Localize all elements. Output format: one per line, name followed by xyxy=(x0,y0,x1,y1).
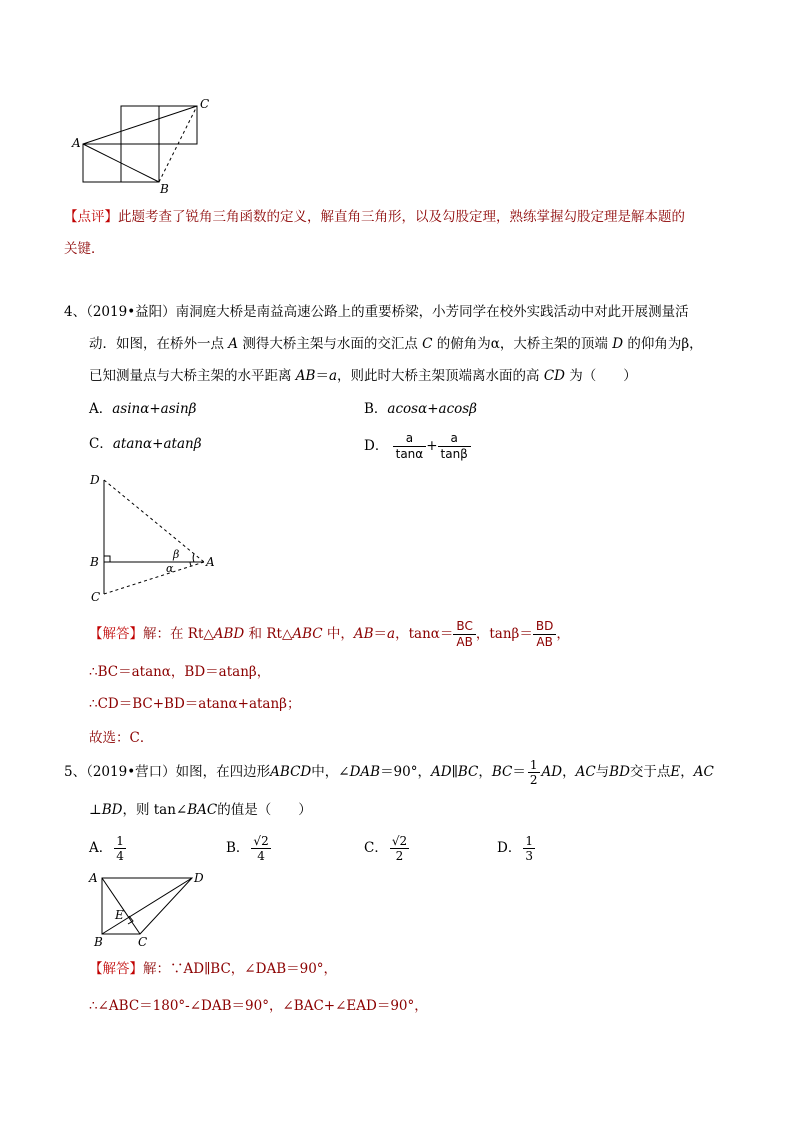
comment-tag: 【点评】 xyxy=(64,209,118,225)
sightline-ac xyxy=(104,562,204,594)
fraction: $\frac{BD}{AB}$ xyxy=(533,619,556,650)
sol4-line-2: ∴BC＝atanα，BD＝atanβ， xyxy=(89,664,271,680)
angle-alpha-arc xyxy=(190,562,191,566)
label-c: C xyxy=(138,935,148,949)
fraction: $\frac{a}{\tan\beta}$ xyxy=(438,431,471,462)
fraction: $\frac{1}{3}$ xyxy=(525,834,533,863)
fraction: $\frac{√2}{4}$ xyxy=(253,834,269,863)
label-d: D xyxy=(194,871,204,885)
comment-line-2: 关键． xyxy=(64,241,105,257)
q5-option-d[interactable]: D． $\frac{1}{3}$ xyxy=(497,834,533,863)
q5-option-a[interactable]: A． $\frac{1}{4}$ xyxy=(89,834,124,863)
q4-line-3: 已知测量点与大桥主架的水平距离 AB＝a，则此时大桥主架顶端离水面的高 CD 为（ ） xyxy=(89,368,637,384)
label-c: C xyxy=(200,97,210,111)
diagonal-bd xyxy=(102,878,192,934)
q5-option-c[interactable]: C． $\frac{√2}{2}$ xyxy=(364,834,408,863)
label-b: B xyxy=(160,182,169,196)
label-c: C xyxy=(91,590,101,604)
grid-cell xyxy=(121,144,159,182)
label-beta: β xyxy=(173,548,180,561)
fraction: $\frac{1}{2}$ xyxy=(529,758,538,787)
q4-option-d[interactable]: D． $\frac{a}{\tan\alpha}$ + $\frac{a}{\tan\beta}$ xyxy=(364,428,471,464)
label-a: A xyxy=(89,871,98,885)
q5-line-1: 5、（2019•营口）如图，在四边形ABCD中，∠DAB＝90°，AD∥BC，BC＝ $\frac{1}{2}$ AD，AC与BD交于点E，AC xyxy=(64,758,714,787)
segment-ac xyxy=(83,106,197,144)
q4-line-1: 4、（2019•益阳）南洞庭大桥是南益高速公路上的重要桥梁，小芳同学在校外实践活动中对此开展测量活 xyxy=(64,304,689,320)
right-angle-mark xyxy=(104,556,110,562)
sol5-line-2: ∴∠ABC＝180°-∠DAB＝90°，∠BAC+∠EAD＝90°， xyxy=(89,998,428,1014)
figure-grid-diagram xyxy=(66,96,226,196)
label-alpha: α xyxy=(166,562,174,575)
q4-option-c[interactable]: C．atanα+atanβ xyxy=(89,436,202,452)
label-a: A xyxy=(72,136,81,150)
sol4-line-1: 【解答】解：在 Rt△ABD 和 Rt△ABC 中，AB＝a，tanα＝ $\frac{BC}{AB}$ ，tanβ＝ $\frac{BD}{AB}$ ， xyxy=(89,619,570,649)
grid-cell xyxy=(83,144,121,182)
label-d: D xyxy=(90,473,100,487)
figure-bridge-diagram xyxy=(86,470,226,605)
sol5-line-1: 【解答】解：∵AD∥BC，∠DAB＝90°， xyxy=(89,961,338,977)
q4-option-b[interactable]: B．acosα+acosβ xyxy=(364,401,477,417)
fraction: $\frac{a}{\tan\alpha}$ xyxy=(393,431,427,462)
label-b: B xyxy=(90,555,99,569)
label-b: B xyxy=(94,935,103,949)
angle-beta-arc xyxy=(193,554,194,562)
sol4-line-3: ∴CD＝BC+BD＝atanα+atanβ； xyxy=(89,696,301,712)
fraction: $\frac{√2}{2}$ xyxy=(391,834,408,863)
label-a: A xyxy=(206,555,215,569)
sol4-line-4: 故选：C． xyxy=(89,730,154,746)
q5-option-b[interactable]: B． $\frac{√2}{4}$ xyxy=(226,834,269,863)
q5-line-2: ⊥BD，则 tan∠BAC的值是（ ） xyxy=(89,802,312,818)
q4-line-2: 动．如图，在桥外一点 A 测得大桥主架与水面的交汇点 C 的俯角为α，大桥主架的顶端 D 的仰角为β， xyxy=(89,336,703,352)
diagonal-ac xyxy=(102,878,140,934)
grid-cell xyxy=(159,106,197,144)
q4-option-a[interactable]: A．asinα+asinβ xyxy=(89,401,197,417)
label-e: E xyxy=(115,908,124,922)
fraction: $\frac{1}{4}$ xyxy=(116,834,124,863)
fraction: $\frac{BC}{AB}$ xyxy=(453,619,475,650)
comment-line-1: 【点评】此题考查了锐角三角函数的定义，解直角三角形，以及勾股定理，熟练掌握勾股定理是解本题的 xyxy=(64,209,685,225)
sightline-ad xyxy=(104,480,204,562)
figure-quadrilateral-diagram xyxy=(84,868,214,950)
